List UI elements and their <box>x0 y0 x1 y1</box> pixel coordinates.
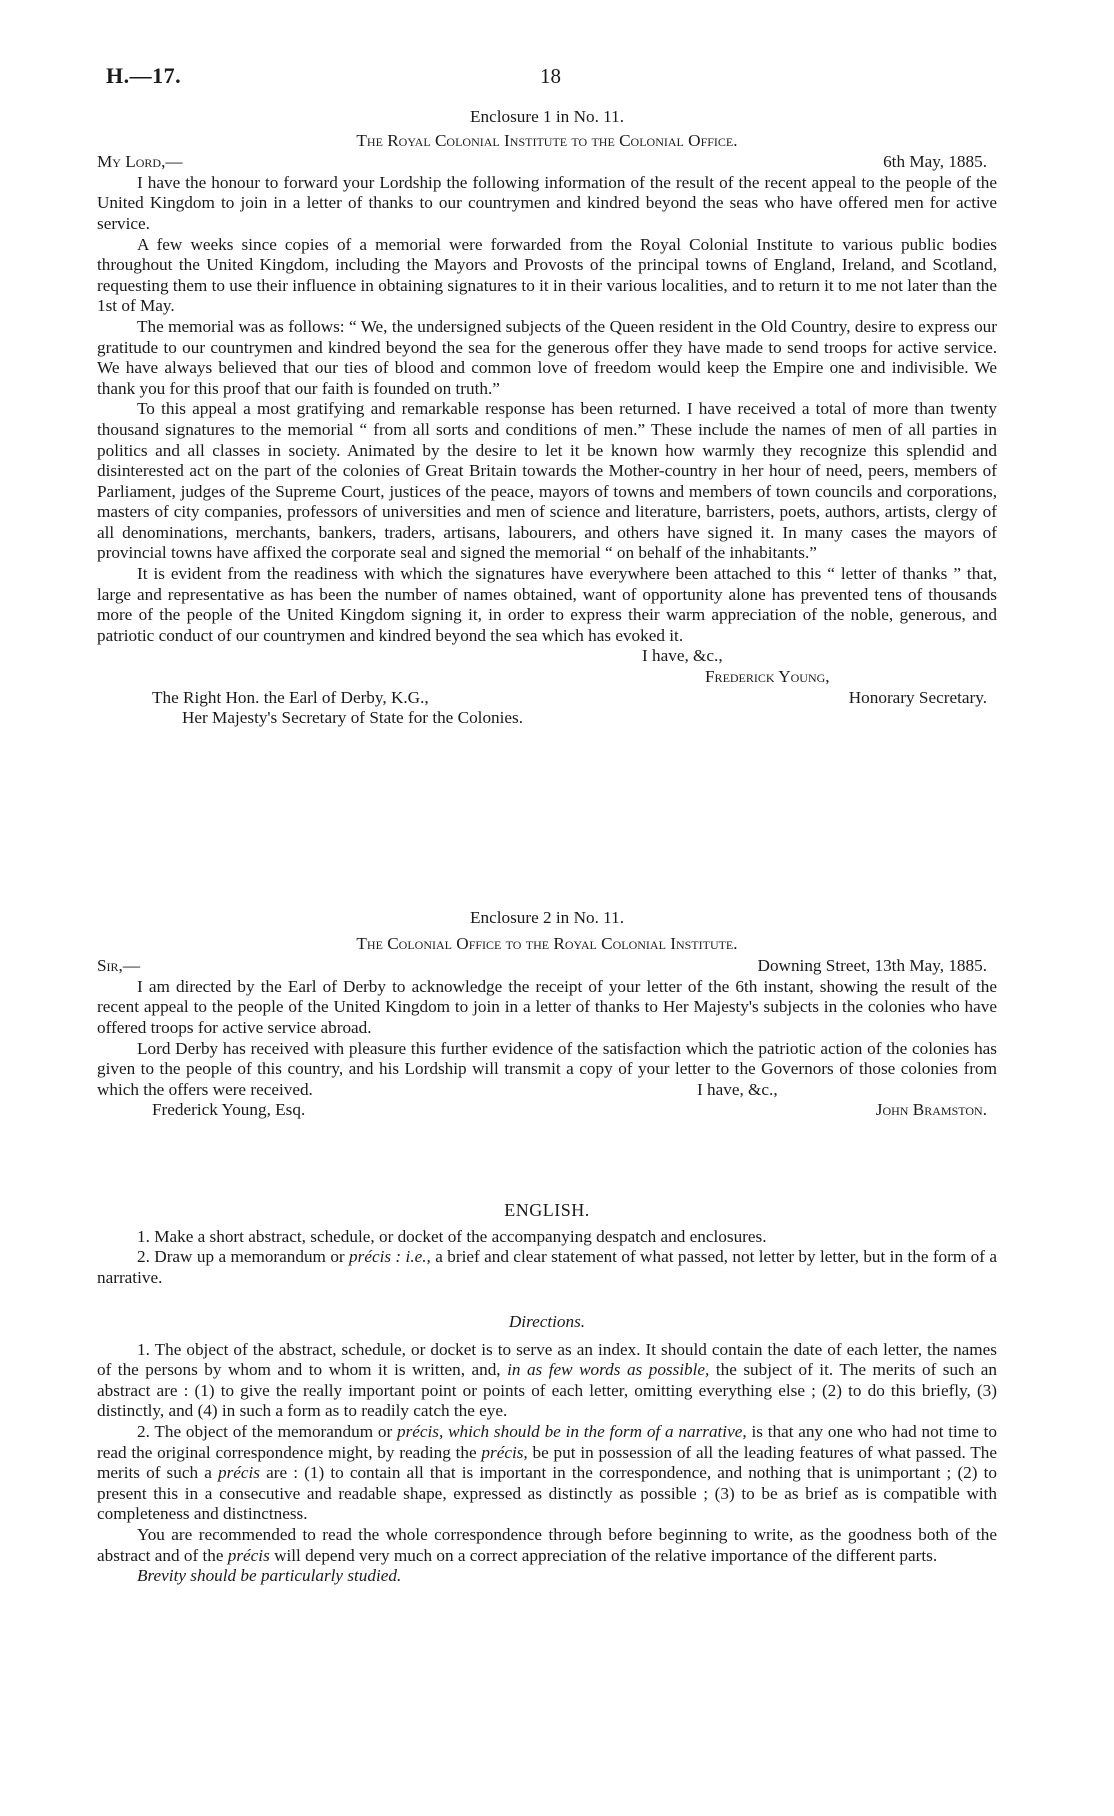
english-item-2-text-end: a brief and clear statement of what passed, not letter by letter, but in the form of a narrative. <box>97 1247 997 1287</box>
series-label: H.—17. <box>106 63 182 88</box>
english-item-2-text: 2. Draw up a memorandum or <box>137 1247 350 1267</box>
signer-name: John Bramston. <box>875 1100 987 1120</box>
enclosure-2-title: Enclosure 2 in No. 11. <box>469 908 625 927</box>
directions-p2-text-a: 2. The object of the memorandum or <box>137 1421 397 1441</box>
letter-date: 6th May, 1885. <box>883 152 987 172</box>
english-item-1: 1. Make a short abstract, schedule, or docket of the accompanying despatch and enclosures. <box>137 1226 767 1246</box>
english-item-2 <box>97 1247 997 1288</box>
directions-p2-italic-b: précis, which should be in the form of a narrative, <box>396 1421 747 1441</box>
salutation: My Lord,— <box>97 152 183 172</box>
enclosure-2-from-to: The Colonial Office to the Royal Colonial Institute. <box>356 933 738 953</box>
directions-p3-italic: précis <box>227 1545 270 1565</box>
directions-p2-text-e: be put in possession of all the leading features of what passed. The merits of such a <box>97 1442 997 1483</box>
directions-p1-text-end: the subject of it. The merits of such an abstract are : (1) to give the really important point or points of each letter, omitting everything else ; (2) to do this briefly, (3) distinctly, and (4) in such a form as to readily catch the eye. <box>97 1360 998 1421</box>
directions-p2-italic-d: précis, <box>481 1442 528 1462</box>
enclosure-2-sign-row <box>97 1100 997 1121</box>
directions-p3-text-a: You are recommended to read the whole correspondence through before beginning to write, as the goodness both of the abstract and of the <box>97 1524 997 1565</box>
enclosure-1-paragraph-3: The memorial was as follows: “ We, the undersigned subjects of the Queen resident in the Old Country, desire to express our gratitude to our countrymen and kindred beyond the sea for the generous offer they have made to send troops for active service. We have always believed that our ties of blood and common love of freedom would keep the Empire one and indivisible. We thank you for this proof that our faith is founded on truth.” <box>97 316 997 398</box>
addressee-row <box>97 688 997 709</box>
enclosure-1-salutation-row <box>97 152 997 173</box>
directions-p3-text-c: will depend very much on a correct appreciation of the relative importance of the different parts. <box>269 1545 938 1565</box>
signer-name: Frederick Young, <box>705 667 830 687</box>
directions-heading: Directions. <box>508 1312 586 1331</box>
enclosure-1-paragraph-5: It is evident from the readiness with which the signatures have everywhere been attached to this “ letter of thanks ” that, large and representative as has been the number of names obtained, want of opportunity alone has prevented tens of thousands more of the people of the United Kingdom signing it, in order to express their warm appreciation of the noble, generous, and patriotic conduct of our countrymen and kindred beyond the sea which has evoked it. <box>97 564 997 645</box>
enclosure-2 <box>97 908 997 1121</box>
enclosure-2-paragraph-1: I am directed by the Earl of Derby to acknowledge the receipt of your letter of the 6th instant, showing the result of the recent appeal to the people of the United Kingdom to join in a letter of thanks to Her Majesty's subjects in the colonies who have offered troops for active service abroad. <box>97 976 997 1037</box>
directions-p2-text-c: is that any one who had not time to read the original correspondence might, by reading the <box>97 1421 997 1462</box>
addressee: Frederick Young, Esq. <box>152 1100 306 1120</box>
enclosure-1-paragraph-2: A few weeks since copies of a memorial were forwarded from the Royal Colonial Institute to various public bodies throughout the United Kingdom, including the Mayors and Provosts of the principal towns of England, Ireland, and Scotland, requesting them to use their influence in obtaining signatures to it in their various localities, and to return it to me not later than the 1st of May. <box>97 234 997 316</box>
english-heading: ENGLISH. <box>504 1200 590 1220</box>
page-header <box>106 63 1008 92</box>
directions-paragraph-3 <box>97 1525 997 1566</box>
directions-p1-text: 1. The object of the abstract, schedule, or docket is to serve as an index. It should contain the date of each letter, the names of the persons by whom and to whom it is written, and, <box>97 1339 997 1380</box>
directions-paragraph-1 <box>97 1340 997 1422</box>
english-item-2-italic: précis : i.e., <box>349 1247 431 1267</box>
directions-p2-text-g: are : (1) to contain all that is important in the correspondence, and nothing that is unimportant ; (2) to present this in a consecutive and readable shape, expressed as distinctly as possible ; (3) to be as brief as is compatible with completeness and distinctness. <box>97 1463 997 1524</box>
directions-p1-italic: in as few words as possible, <box>507 1360 710 1380</box>
addressee: The Right Hon. the Earl of Derby, K.G., <box>152 687 429 707</box>
closing: I have, &c., <box>697 1079 778 1099</box>
enclosure-1-from-to: The Royal Colonial Institute to the Colonial Office. <box>356 130 738 150</box>
signer-title: Honorary Secretary. <box>848 687 987 707</box>
enclosure-2-paragraph-2: Lord Derby has received with pleasure this further evidence of the satisfaction which the patriotic action of the colonies has given to the people of this country, and his Lordship will transmit a copy of your letter to the Governors of those colonies from which the offers were received. <box>97 1038 997 1099</box>
enclosure-1-title: Enclosure 1 in No. 11. <box>469 107 625 126</box>
directions-paragraph-4: Brevity should be particularly studied. <box>137 1566 402 1586</box>
addressee-title: Her Majesty's Secretary of State for the Colonies. <box>182 708 524 728</box>
directions-paragraph-2 <box>97 1422 997 1525</box>
english-section <box>97 1200 997 1288</box>
page-number: 18 <box>540 64 561 88</box>
enclosure-1-paragraph-4: To this appeal a most gratifying and remarkable response has been returned. I have received a total of more than twenty thousand signatures to the memorial “ from all sorts and conditions of men.” These include the names of men of all parties in politics and all classes in society. Animated by the desire to let it be known how warmly they recognize this splendid and disinterested act on the part of the colonies of Great Britain towards the Mother-country in her hour of need, peers, members of Parliament, judges of the Supreme Court, justices of the peace, mayors of towns and members of town councils and corporations, masters of city companies, professors of universities and men of science and literature, barristers, poets, authors, artists, clergy of all denominations, merchants, bankers, traders, artisans, labourers, and others have signed it. In many cases the mayors of provincial towns have affixed the corporate seal and signed the memorial “ on behalf of the inhabitants.” <box>97 399 997 563</box>
enclosure-2-salutation-row <box>97 956 997 977</box>
letter-date: Downing Street, 13th May, 1885. <box>757 956 987 976</box>
enclosure-1-paragraph-1: I have the honour to forward your Lordship the following information of the result of the recent appeal to the people of the United Kingdom to join in a letter of thanks to our countrymen and kindred beyond the seas who have offered men for active service. <box>97 172 997 233</box>
closing: I have, &c., <box>642 646 723 666</box>
directions-p2-italic-f: précis <box>217 1463 260 1483</box>
salutation: Sir,— <box>97 956 141 976</box>
enclosure-1 <box>97 107 997 729</box>
directions-section <box>97 1312 997 1587</box>
